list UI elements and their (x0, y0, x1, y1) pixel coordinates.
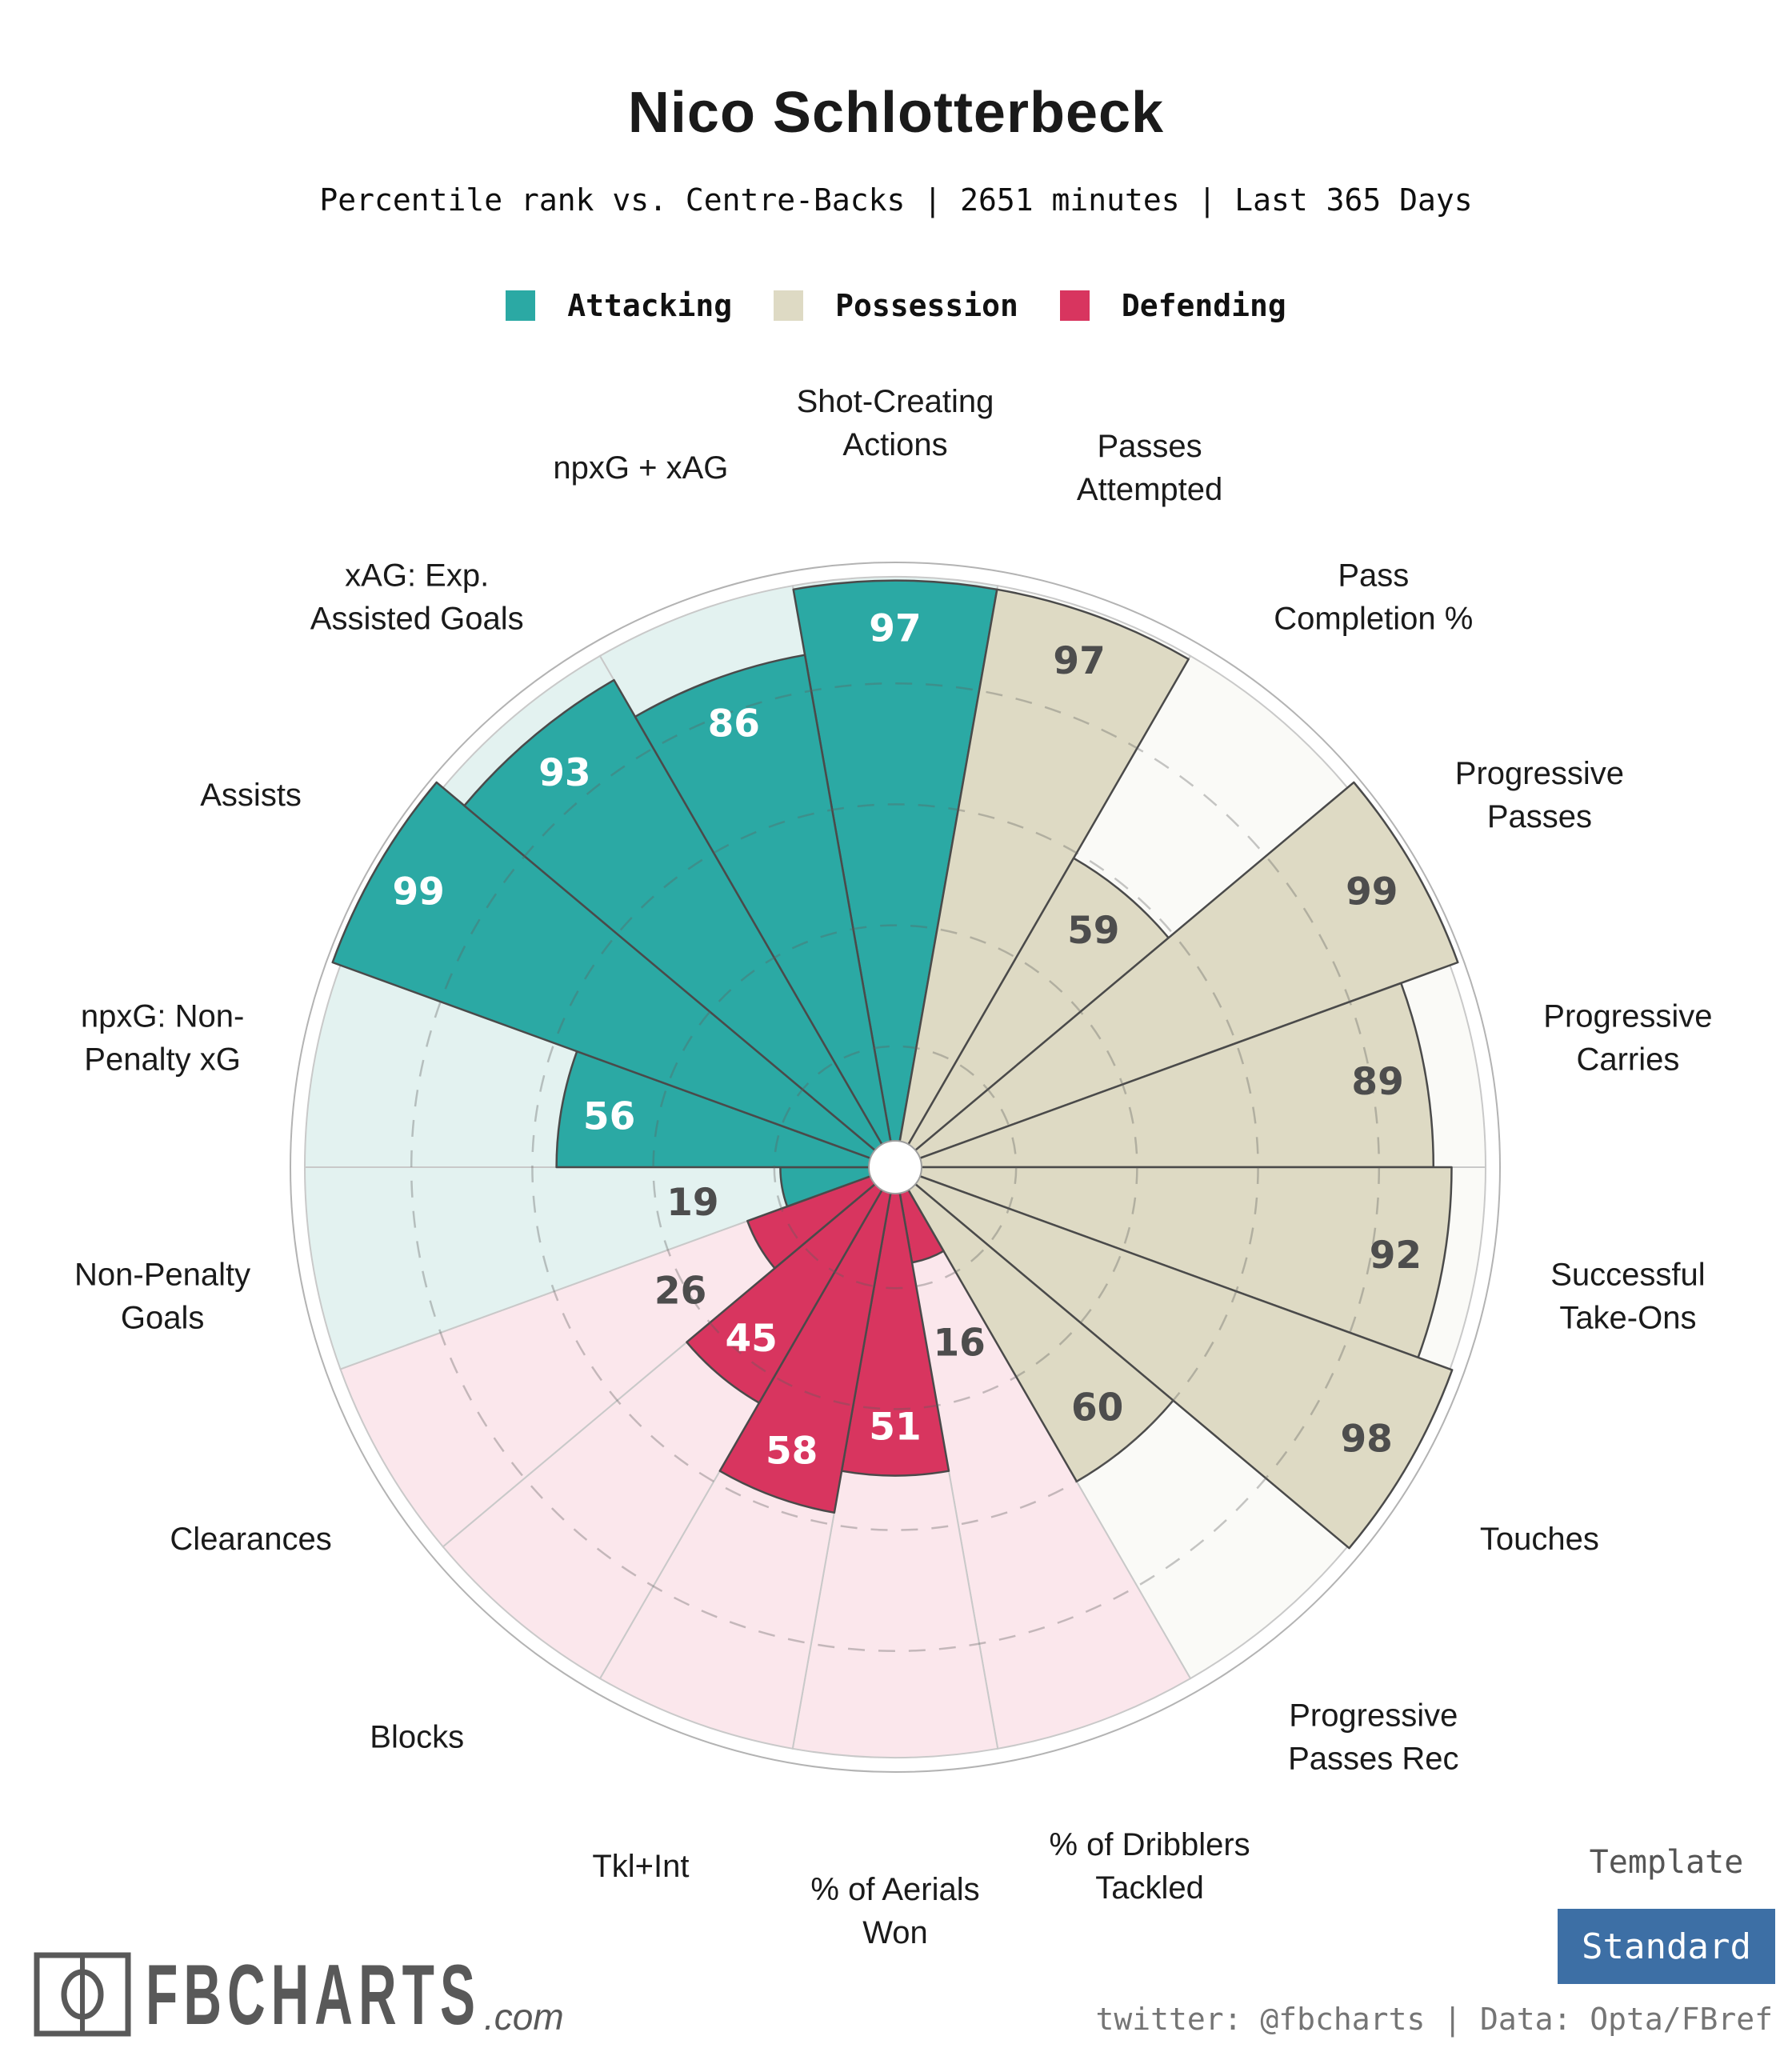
legend-label: Possession (835, 288, 1018, 323)
slice-label: Touches (1479, 1522, 1599, 1557)
slice-value: 19 (666, 1181, 719, 1226)
slice-label: Shot-Creating Actions (796, 384, 994, 462)
slice-label: Assists (200, 778, 302, 813)
slice-value: 56 (582, 1094, 636, 1139)
slice-label: % of Dribblers Tackled (1049, 1826, 1250, 1906)
slice-value: 58 (765, 1429, 818, 1474)
template-label: Template (1589, 1844, 1744, 1881)
football-pitch-icon (34, 1952, 131, 2037)
slice-value: 92 (1369, 1233, 1422, 1278)
page-title: Nico Schlotterbeck (627, 81, 1165, 145)
slice-value: 60 (1070, 1386, 1124, 1430)
center-hole (869, 1141, 922, 1194)
slice-value: 97 (869, 606, 922, 651)
slice-value: 45 (725, 1316, 778, 1361)
slice-value: 59 (1067, 909, 1120, 954)
fbcharts-logo (34, 1946, 564, 2042)
legend-label: Defending (1121, 288, 1286, 323)
logo-suffix: .com (483, 1996, 564, 2038)
template-selector-button[interactable]: Standard (1558, 1909, 1775, 1984)
slice-label: Successful Take-Ons (1550, 1257, 1706, 1336)
credit-line: twitter: @fbcharts | Data: Opta/FBref (1095, 2002, 1773, 2037)
slice-label: % of Aerials Won (810, 1872, 980, 1950)
slice-value: 89 (1351, 1060, 1404, 1105)
slice-value: 98 (1340, 1417, 1393, 1462)
slice-value: 16 (933, 1321, 986, 1366)
slice-value: 99 (1346, 870, 1398, 914)
slice-value: 97 (1053, 639, 1106, 684)
slice-value: 99 (392, 870, 445, 914)
slice-value: 86 (707, 702, 761, 746)
slice-label: Pass Completion % (1274, 558, 1474, 637)
slice-value: 51 (869, 1405, 922, 1450)
slice-label: Tkl+Int (592, 1848, 690, 1884)
slice-label: xAG: Exp. Assisted Goals (310, 558, 524, 637)
slice-label: Blocks (370, 1719, 465, 1755)
slice-label: npxG: Non-Penalty xG (80, 998, 245, 1078)
slice-value: 93 (538, 751, 591, 796)
slice-label: Passes Attempted (1076, 429, 1223, 508)
legend-label: Attacking (567, 288, 733, 323)
slice-label: Progressive Passes (1454, 756, 1625, 834)
slice-value: 26 (654, 1269, 707, 1314)
slice-label: Progressive Carries (1543, 998, 1713, 1078)
page-subtitle: Percentile rank vs. Centre-Backs | 2651 minutes | Last 365 Days (319, 182, 1473, 218)
logo-text: FBCHARTS (146, 1946, 481, 2042)
slice-label: Non-Penalty Goals (74, 1257, 251, 1336)
slice-label: npxG + xAG (553, 450, 729, 486)
slice-label: Progressive Passes Rec (1288, 1698, 1459, 1777)
slice-label: Clearances (170, 1522, 332, 1557)
